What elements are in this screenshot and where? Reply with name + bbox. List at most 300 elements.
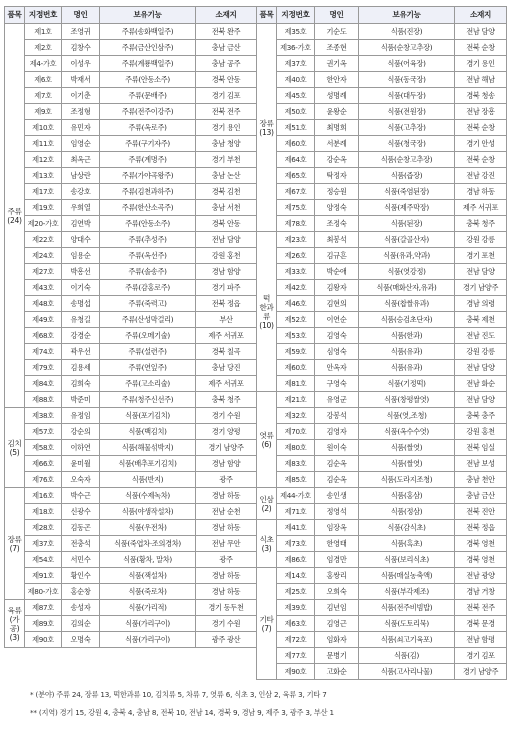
category-cell: 주류 (24) (5, 24, 25, 408)
skill-cell: 식품(해물섞박지) (100, 440, 196, 456)
location-cell: 전북 순창 (455, 152, 507, 168)
skill-cell: 식품(청국장) (359, 136, 455, 152)
skill-cell: 식품(보리식초) (359, 552, 455, 568)
skill-cell: 식품(죽염된장) (359, 184, 455, 200)
header-category: 품목 (5, 7, 25, 24)
skill-cell: 식품(고사리나물) (359, 664, 455, 680)
master-cell: 박준미 (62, 392, 100, 408)
number-cell: 제50호 (277, 104, 315, 120)
table-row (257, 136, 507, 152)
number-cell: 제75호 (277, 200, 315, 216)
number-cell: 제60호 (277, 360, 315, 376)
master-cell: 기순도 (315, 24, 359, 40)
number-cell: 제80호 (277, 440, 315, 456)
location-cell: 전남 담양 (196, 232, 257, 248)
category-cell: 떡 한과류 (10) (257, 232, 277, 392)
location-cell: 충북 청주 (196, 392, 257, 408)
location-cell: 충남 서천 (196, 200, 257, 216)
table-row (257, 360, 507, 376)
location-cell: 전남 함평 (455, 632, 507, 648)
header-master: 명인 (315, 7, 359, 24)
skill-cell: 식품(순창고추장) (359, 40, 455, 56)
table-row (5, 616, 257, 632)
table-row (5, 264, 257, 280)
skill-cell: 식품(유과,약과) (359, 248, 455, 264)
master-cell: 곽우선 (62, 344, 100, 360)
skill-cell: 식품(엿강정) (359, 264, 455, 280)
location-cell: 경기 수원 (196, 616, 257, 632)
number-cell: 제88호 (25, 392, 62, 408)
location-cell: 경기 용인 (196, 120, 257, 136)
table-row (5, 440, 257, 456)
master-cell: 김순옥 (315, 456, 359, 472)
location-cell: 전남 담양 (455, 264, 507, 280)
skill-cell: 식품(도라지조청) (359, 472, 455, 488)
right-table (256, 6, 507, 680)
location-cell: 경남 하동 (196, 520, 257, 536)
master-cell: 강순의 (62, 424, 100, 440)
table-row (257, 520, 507, 536)
left-table-body (5, 24, 257, 648)
number-cell: 제80-가호 (25, 584, 62, 600)
skill-cell: 식품(정삼) (359, 504, 455, 520)
location-cell: 제주 서귀포 (455, 200, 507, 216)
skill-cell: 식품(어육장) (359, 56, 455, 72)
number-cell: 제57호 (25, 424, 62, 440)
location-cell: 경남 함양 (196, 264, 257, 280)
number-cell: 제11호 (25, 136, 62, 152)
location-cell: 경북 영천 (455, 552, 507, 568)
table-row (5, 216, 257, 232)
table-row (257, 24, 507, 40)
master-cell: 홍순창 (62, 584, 100, 600)
master-cell: 정영석 (315, 504, 359, 520)
location-cell: 제주 서귀포 (196, 328, 257, 344)
master-cell: 정승원 (315, 184, 359, 200)
table-row (257, 216, 507, 232)
skill-cell: 식품(쌀엿) (359, 440, 455, 456)
number-cell: 제44-가호 (277, 488, 315, 504)
master-cell: 홍쌍리 (315, 568, 359, 584)
master-cell: 강경순 (62, 328, 100, 344)
location-cell: 광주 (196, 552, 257, 568)
table-row (5, 584, 257, 600)
number-cell: 제59호 (277, 344, 315, 360)
location-cell: 전남 장흥 (455, 104, 507, 120)
table-row (257, 408, 507, 424)
skill-cell: 식품(반지) (100, 472, 196, 488)
table-row (257, 40, 507, 56)
master-cell: 김왕자 (315, 280, 359, 296)
master-cell: 이기춘 (62, 88, 100, 104)
number-cell: 제41호 (277, 520, 315, 536)
table-row (257, 584, 507, 600)
skill-cell: 주류(송화백일주) (100, 24, 196, 40)
skill-cell: 주류(한산소곡주) (100, 200, 196, 216)
table-row (5, 40, 257, 56)
skill-cell: 주류(솔송주) (100, 264, 196, 280)
master-cell: 조종현 (315, 40, 359, 56)
table-row (257, 104, 507, 120)
skill-cell: 주류(산성막걸리) (100, 312, 196, 328)
master-cell: 우희열 (62, 200, 100, 216)
table-row (5, 296, 257, 312)
table-row (257, 552, 507, 568)
category-cell: 장류 (13) (257, 24, 277, 232)
location-cell: 전남 무안 (196, 536, 257, 552)
location-cell: 충북 제천 (455, 312, 507, 328)
master-cell: 탁정자 (315, 168, 359, 184)
master-cell: 김희숙 (62, 376, 100, 392)
number-cell: 제73호 (277, 536, 315, 552)
master-cell: 임장옥 (315, 520, 359, 536)
number-cell: 제60호 (277, 136, 315, 152)
master-cell: 김영근 (315, 616, 359, 632)
skill-cell: 식품(부각제조) (359, 584, 455, 600)
master-cell: 심영숙 (315, 344, 359, 360)
master-cell: 서분례 (315, 136, 359, 152)
number-cell: 제35호 (277, 24, 315, 40)
location-cell: 충남 금산 (196, 40, 257, 56)
location-cell: 경북 청송 (455, 88, 507, 104)
skill-cell: 식품(도토리묵) (359, 616, 455, 632)
number-cell: 제40호 (277, 72, 315, 88)
master-cell: 고화순 (315, 664, 359, 680)
master-cell: 이기숙 (62, 280, 100, 296)
skill-cell: 주류(김천과하주) (100, 184, 196, 200)
table-row (5, 472, 257, 488)
table-row (257, 264, 507, 280)
location-cell: 경기 남양주 (455, 664, 507, 680)
category-cell: 엿류 (6) (257, 392, 277, 488)
number-cell: 제14호 (277, 568, 315, 584)
skill-cell: 식품(고추장) (359, 120, 455, 136)
location-cell: 강원 강릉 (455, 232, 507, 248)
number-cell: 제19호 (25, 200, 62, 216)
location-cell: 충남 당진 (196, 360, 257, 376)
table-row (257, 328, 507, 344)
table-row (257, 440, 507, 456)
category-cell: 김치 (5) (5, 408, 25, 488)
skill-cell: 식품(대두장) (359, 88, 455, 104)
number-cell: 제67호 (277, 184, 315, 200)
master-cell: 오희숙 (315, 584, 359, 600)
master-cell: 김동곤 (62, 520, 100, 536)
skill-cell: 식품(잭설차) (100, 568, 196, 584)
right-header-row (257, 7, 507, 24)
skill-cell: 식품(즙장) (359, 168, 455, 184)
right-table-body (257, 24, 507, 680)
table-row (257, 152, 507, 168)
table-row (5, 488, 257, 504)
master-cell: 양대수 (62, 232, 100, 248)
table-row (257, 392, 507, 408)
master-cell: 남상란 (62, 168, 100, 184)
table-row (5, 168, 257, 184)
table-row (257, 312, 507, 328)
table-row (257, 120, 507, 136)
number-cell: 제68호 (25, 328, 62, 344)
location-cell: 전남 담양 (455, 392, 507, 408)
skill-cell: 주류(연잎주) (100, 360, 196, 376)
skill-cell: 주류(가야곡왕주) (100, 168, 196, 184)
number-cell: 제74호 (25, 344, 62, 360)
location-cell: 경북 문경 (455, 616, 507, 632)
location-cell: 경기 수원 (196, 408, 257, 424)
skill-cell: 식품(김) (359, 648, 455, 664)
location-cell: 경북 영천 (455, 536, 507, 552)
skill-cell: 식품(된장) (359, 216, 455, 232)
skill-cell: 식품(유과) (359, 344, 455, 360)
number-cell: 제16호 (25, 488, 62, 504)
location-cell: 충남 금산 (455, 488, 507, 504)
number-cell: 제9호 (25, 104, 62, 120)
location-cell: 경기 포천 (455, 248, 507, 264)
number-cell: 제7호 (25, 88, 62, 104)
number-cell: 제36-가호 (277, 40, 315, 56)
number-cell: 제37호 (25, 536, 62, 552)
number-cell: 제86호 (277, 552, 315, 568)
table-row (257, 248, 507, 264)
number-cell: 제46호 (277, 296, 315, 312)
table-row (5, 568, 257, 584)
table-row (5, 280, 257, 296)
skill-cell: 주류(계명주) (100, 152, 196, 168)
table-row (5, 376, 257, 392)
master-cell: 한안자 (315, 72, 359, 88)
number-cell: 제32호 (277, 408, 315, 424)
master-cell: 성명례 (315, 88, 359, 104)
location-cell: 제주 서귀포 (196, 376, 257, 392)
number-cell: 제72호 (277, 632, 315, 648)
skill-cell: 식품(한과) (359, 328, 455, 344)
skill-cell: 식품(흑초) (359, 536, 455, 552)
skill-cell: 주류(금산인삼주) (100, 40, 196, 56)
footnote-region: ** (지역) 경기 15, 강원 4, 충북 4, 충남 8, 전북 10, 전남 14, 경북 9, 경남 9, 제주 3, 광주 3, 부산 1 (30, 708, 334, 717)
location-cell: 경남 거창 (455, 584, 507, 600)
number-cell: 제43호 (25, 280, 62, 296)
master-cell: 이하연 (62, 440, 100, 456)
location-cell: 경북 칠곡 (196, 344, 257, 360)
master-cell: 최명희 (315, 120, 359, 136)
skill-cell: 주류(문배주) (100, 88, 196, 104)
master-cell: 유정임 (62, 408, 100, 424)
location-cell: 경북 안동 (196, 216, 257, 232)
skill-cell: 주류(감홍로주) (100, 280, 196, 296)
master-cell: 최옥근 (62, 152, 100, 168)
location-cell: 전북 임실 (455, 440, 507, 456)
master-cell: 유영군 (315, 392, 359, 408)
table-row (257, 424, 507, 440)
number-cell: 제12호 (25, 152, 62, 168)
table-row (5, 136, 257, 152)
location-cell: 경기 부천 (196, 152, 257, 168)
skill-cell: 주류(전주이강주) (100, 104, 196, 120)
number-cell: 제90호 (25, 632, 62, 648)
number-cell: 제58호 (25, 440, 62, 456)
skill-cell: 식품(유과) (359, 360, 455, 376)
table-row (257, 536, 507, 552)
number-cell: 제71호 (277, 504, 315, 520)
number-cell: 제25호 (277, 584, 315, 600)
location-cell: 전남 순천 (196, 504, 257, 520)
table-row (5, 632, 257, 648)
number-cell: 제51호 (277, 120, 315, 136)
master-cell: 임화자 (315, 632, 359, 648)
master-cell: 안옥자 (315, 360, 359, 376)
location-cell: 경기 김포 (196, 88, 257, 104)
category-cell: 장류 (7) (5, 488, 25, 600)
number-cell: 제23호 (277, 232, 315, 248)
table-row (257, 280, 507, 296)
location-cell: 경기 남양주 (196, 440, 257, 456)
master-cell: 황인수 (62, 568, 100, 584)
table-row (5, 344, 257, 360)
master-cell: 윤미월 (62, 456, 100, 472)
master-cell: 김현의 (315, 296, 359, 312)
location-cell: 경남 하동 (196, 488, 257, 504)
skill-cell: 식품(야생작설차) (100, 504, 196, 520)
number-cell: 제37호 (277, 56, 315, 72)
table-row (5, 408, 257, 424)
master-cell: 서민수 (62, 552, 100, 568)
skill-cell: 식품(엿,조청) (359, 408, 455, 424)
location-cell: 충북 청주 (455, 216, 507, 232)
table-row (257, 232, 507, 248)
skill-cell: 식품(진장) (359, 24, 455, 40)
master-cell: 강봉석 (315, 408, 359, 424)
skill-cell: 식품(황차, 말차) (100, 552, 196, 568)
master-cell: 임용순 (62, 248, 100, 264)
skill-cell: 식품(홍삼) (359, 488, 455, 504)
table-row (257, 72, 507, 88)
number-cell: 제87호 (25, 600, 62, 616)
number-cell: 제1호 (25, 24, 62, 40)
master-cell: 박수근 (62, 488, 100, 504)
location-cell: 전북 순창 (455, 40, 507, 56)
location-cell: 경북 안동 (196, 72, 257, 88)
location-cell: 전북 완주 (196, 24, 257, 40)
table-row (5, 520, 257, 536)
skill-cell: 식품(찹쌀유과) (359, 296, 455, 312)
master-cell: 김순옥 (315, 472, 359, 488)
location-cell: 전남 담양 (455, 24, 507, 40)
master-cell: 문병기 (315, 648, 359, 664)
master-cell: 송명섭 (62, 296, 100, 312)
master-cell: 윤왕순 (315, 104, 359, 120)
number-cell: 제49호 (25, 312, 62, 328)
skill-cell: 주류(안동소주) (100, 72, 196, 88)
header-skill: 보유기능 (359, 7, 455, 24)
location-cell: 충남 청양 (196, 136, 257, 152)
skill-cell: 식품(매화산자,유과) (359, 280, 455, 296)
number-cell: 제48호 (25, 296, 62, 312)
skill-cell: 식품(제주막장) (359, 200, 455, 216)
location-cell: 광주 (196, 472, 257, 488)
skill-cell: 식품(포기김치) (100, 408, 196, 424)
table-row (5, 56, 257, 72)
number-cell: 제33호 (277, 264, 315, 280)
number-cell: 제53호 (277, 328, 315, 344)
number-cell: 제81호 (277, 376, 315, 392)
number-cell: 제24호 (25, 248, 62, 264)
location-cell: 경남 하동 (196, 584, 257, 600)
master-cell: 유민자 (62, 120, 100, 136)
category-cell: 인삼 (2) (257, 488, 277, 520)
location-cell: 전남 강진 (455, 168, 507, 184)
footnote-field: * (분야) 주류 24, 장류 13, 떡한과류 10, 김치류 5, 차류 7, 엿류 6, 식초 3, 인삼 2, 육류 3, 기타 7 (30, 690, 327, 699)
number-cell: 제70호 (277, 424, 315, 440)
number-cell: 제91호 (25, 568, 62, 584)
master-cell: 박순애 (315, 264, 359, 280)
number-cell: 제85호 (277, 472, 315, 488)
master-cell: 조영귀 (62, 24, 100, 40)
location-cell: 경기 용인 (455, 56, 507, 72)
location-cell: 경기 김포 (455, 648, 507, 664)
header-location: 소재지 (196, 7, 257, 24)
location-cell: 충남 천안 (455, 472, 507, 488)
skill-cell: 식품(옥수수엿) (359, 424, 455, 440)
skill-cell: 식품(쌀엿) (359, 456, 455, 472)
skill-cell: 주류(구기자주) (100, 136, 196, 152)
number-cell: 제89호 (25, 616, 62, 632)
table-row (257, 184, 507, 200)
number-cell: 제38호 (25, 408, 62, 424)
table-row (257, 168, 507, 184)
number-cell: 제42호 (277, 280, 315, 296)
number-cell: 제90호 (277, 664, 315, 680)
skill-cell: 식품(감식초) (359, 520, 455, 536)
skill-cell: 식품(수제녹차) (100, 488, 196, 504)
category-cell: 육류 (가공) (3) (5, 600, 25, 648)
table-row (5, 232, 257, 248)
number-cell: 제20-가호 (25, 216, 62, 232)
master-cell: 전충석 (62, 536, 100, 552)
table-row (5, 88, 257, 104)
skill-cell: 주류(옥로주) (100, 120, 196, 136)
skill-cell: 주류(추성주) (100, 232, 196, 248)
location-cell: 경남 하동 (196, 568, 257, 584)
master-cell: 오명숙 (62, 632, 100, 648)
table-row (5, 504, 257, 520)
number-cell: 제27호 (25, 264, 62, 280)
number-cell: 제83호 (277, 456, 315, 472)
skill-cell: 식품(전주비빔밥) (359, 600, 455, 616)
master-cell: 송성자 (62, 600, 100, 616)
number-cell: 제78호 (277, 216, 315, 232)
table-row (257, 88, 507, 104)
skill-cell: 식품(순창고추장) (359, 152, 455, 168)
number-cell: 제64호 (277, 152, 315, 168)
number-cell: 제76호 (25, 472, 62, 488)
location-cell: 부산 (196, 312, 257, 328)
table-row (257, 200, 507, 216)
table-row (257, 344, 507, 360)
master-cell: 원이숙 (315, 440, 359, 456)
skill-cell: 주류(안동소주) (100, 216, 196, 232)
master-cell: 김의순 (62, 616, 100, 632)
master-cell: 임영순 (62, 136, 100, 152)
table-row (5, 424, 257, 440)
number-cell: 제18호 (25, 504, 62, 520)
header-location: 소재지 (455, 7, 507, 24)
table-row (5, 120, 257, 136)
table-row (5, 72, 257, 88)
table-row (5, 104, 257, 120)
header-master: 명인 (62, 7, 100, 24)
location-cell: 경남 의령 (455, 296, 507, 312)
master-cell: 김창수 (62, 40, 100, 56)
